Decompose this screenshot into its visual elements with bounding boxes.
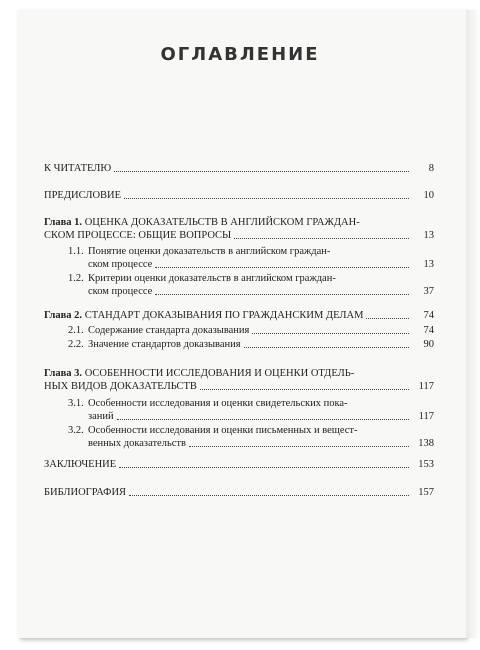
chapter-title-line1: ОЦЕНКА ДОКАЗАТЕЛЬСТВ В АНГЛИЙСКОМ ГРАЖДАН- [84, 217, 360, 228]
section-title: Содержание стандарта доказывания [88, 325, 250, 336]
section-title-line2: ском процессе [88, 286, 153, 297]
leader-dots [129, 494, 409, 496]
page-number: 37 [423, 286, 434, 297]
chapter-label: Глава 2. [44, 310, 83, 321]
toc-section-3-1 [44, 397, 434, 423]
page-title: ОГЛАВЛЕНИЕ [160, 44, 320, 65]
chapter-label: Глава 3. [44, 368, 83, 379]
leader-dots [155, 266, 409, 268]
toc-entry-bibliography [44, 486, 434, 499]
leader-dots [189, 445, 409, 447]
section-title-line1: Понятие оценки доказательств в английском граждан- [88, 246, 331, 257]
toc-chapter-1 [44, 216, 434, 242]
section-title-line2: ском процессе [88, 259, 153, 270]
toc-chapter-3 [44, 367, 434, 393]
page-number: 13 [423, 259, 434, 270]
section-number: 1.2. [68, 273, 84, 284]
section-title-line2: венных доказательств [88, 438, 186, 449]
section-title-line2: заний [88, 411, 114, 422]
toc-section-3-2 [44, 424, 434, 450]
page-number: 117 [418, 381, 434, 392]
page-edge [466, 10, 480, 638]
section-title-line1: Особенности исследования и оценки письменных и вещест- [88, 425, 358, 436]
toc-entry-reader [44, 162, 434, 175]
section-number: 3.1. [68, 398, 84, 409]
toc-section-2-1 [44, 324, 434, 337]
section-title-line1: Критерии оценки доказательств в английском граждан- [88, 273, 336, 284]
leader-dots [117, 418, 409, 420]
toc-entry-text: К ЧИТАТЕЛЮ [44, 163, 112, 174]
toc-entry-text: БИБЛИОГРАФИЯ [44, 487, 127, 498]
page-number: 10 [423, 190, 434, 201]
page-number: 90 [423, 339, 434, 350]
page-number: 117 [418, 411, 434, 422]
toc-entry-conclusion [44, 458, 434, 471]
section-number: 1.1. [68, 246, 84, 257]
page-number: 153 [418, 459, 434, 470]
leader-dots [366, 317, 409, 319]
toc-section-1-1 [44, 245, 434, 271]
toc-entry-text: ЗАКЛЮЧЕНИЕ [44, 459, 117, 470]
toc-section-2-2 [44, 338, 434, 351]
toc-chapter-2 [44, 309, 434, 322]
toc-section-1-2 [44, 272, 434, 298]
toc-entry-text: ПРЕДИСЛОВИЕ [44, 190, 122, 201]
section-title-line1: Особенности исследования и оценки свидетельских пока- [88, 398, 348, 409]
chapter-label: Глава 1. [44, 217, 83, 228]
leader-dots [200, 388, 409, 390]
chapter-title-line2: НЫХ ВИДОВ ДОКАЗАТЕЛЬСТВ [44, 381, 197, 392]
page-number: 13 [423, 230, 434, 241]
page-number: 157 [418, 487, 434, 498]
page-number: 74 [423, 325, 434, 336]
leader-dots [234, 237, 409, 239]
leader-dots [252, 332, 409, 334]
section-number: 3.2. [68, 425, 84, 436]
chapter-title-line1: ОСОБЕННОСТИ ИССЛЕДОВАНИЯ И ОЦЕНКИ ОТДЕЛЬ- [84, 368, 355, 379]
section-number: 2.2. [68, 339, 84, 350]
section-number: 2.1. [68, 325, 84, 336]
page-number: 8 [428, 163, 434, 174]
page-number: 74 [423, 310, 434, 321]
page-number: 138 [418, 438, 434, 449]
toc-entry-preface [44, 189, 434, 202]
leader-dots [244, 346, 409, 348]
chapter-title-line2: СКОМ ПРОЦЕССЕ: ОБЩИЕ ВОПРОСЫ [44, 230, 232, 241]
leader-dots [124, 197, 409, 199]
chapter-title: СТАНДАРТ ДОКАЗЫВАНИЯ ПО ГРАЖДАНСКИМ ДЕЛАМ [84, 310, 364, 321]
leader-dots [155, 293, 409, 295]
leader-dots [119, 466, 409, 468]
section-title: Значение стандартов доказывания [88, 339, 241, 350]
leader-dots [114, 170, 409, 172]
